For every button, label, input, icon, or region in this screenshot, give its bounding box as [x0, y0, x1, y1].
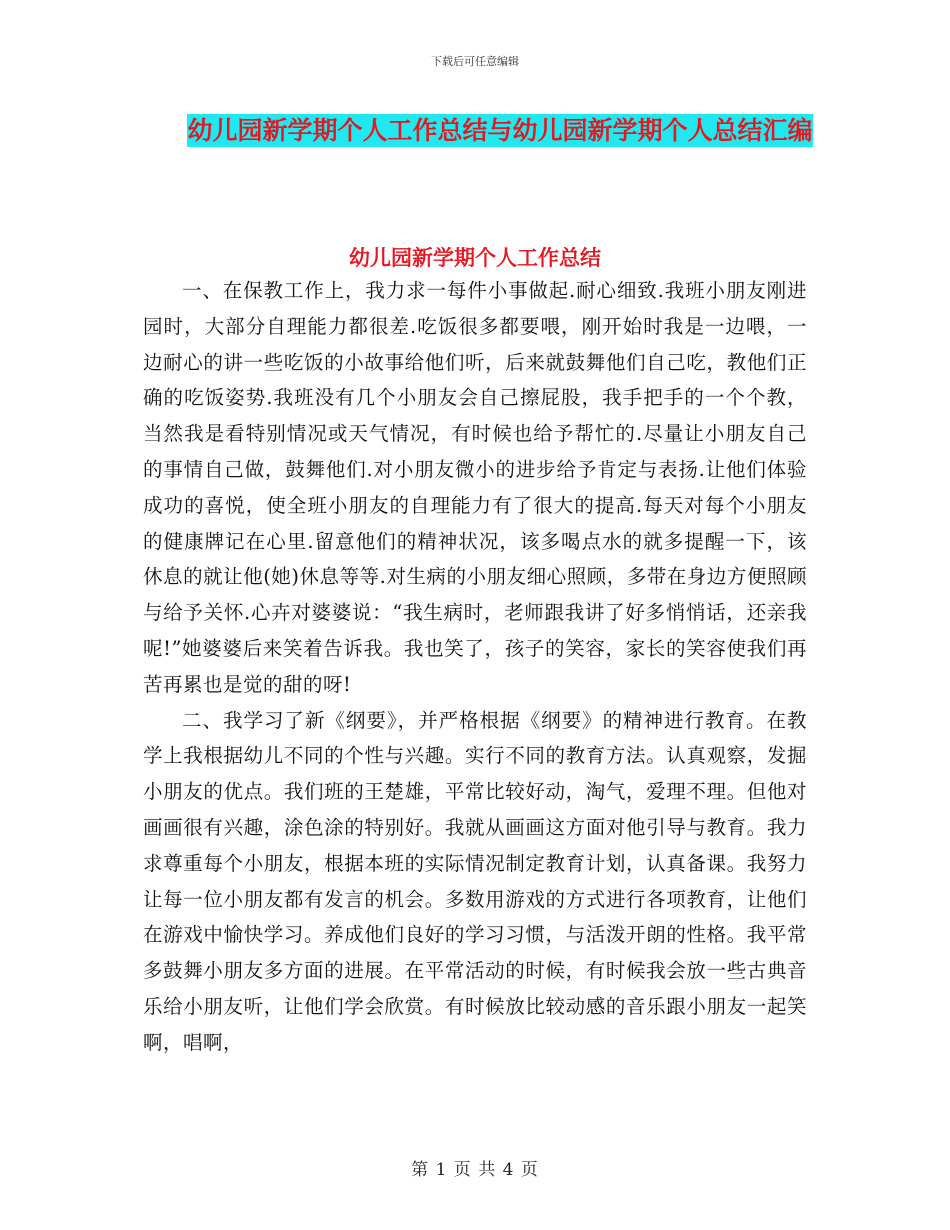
document-title-text: 幼儿园新学期个人工作总结与幼儿园新学期个人总结汇编: [187, 116, 813, 145]
section-title: 幼儿园新学期个人工作总结: [349, 246, 601, 270]
document-body: [143, 273, 807, 1061]
page-header-note: 下载后可任意编辑: [431, 55, 519, 68]
paragraph-2: 二、我学习了新《纲要》，并严格根据《纲要》的精神进行教育。在教学上我根据幼儿不同的个性与兴趣。实行不同的教育方法。认真观察，发掘小朋友的优点。我们班的王楚雄，平常比较好动，淘气，爱理不理。但他对画画很有兴趣，涂色涂的特别好。我就从画画这方面对他引导与教育。我力求尊重每个小朋友，根据本班的实际情况制定教育计划，认真备课。我努力让每一位小朋友都有发言的机会。多数用游戏的方式进行各项教育，让他们在游戏中愉快学习。养成他们良好的学习习惯，与活泼开朗的性格。我平常多鼓舞小朋友多方面的进展。在平常活动的时候，有时候我会放一些古典音乐给小朋友听，让他们学会欣赏。有时候放比较动感的音乐跟小朋友一起笑啊，唱啊，: [143, 708, 807, 1054]
page-number-footer: 第 1 页 共 4 页: [411, 1160, 539, 1180]
paragraph-1: 一、在保教工作上，我力求一每件小事做起.耐心细致.我班小朋友刚进园时，大部分自理能力都很差.吃饭很多都要喂，刚开始时我是一边喂，一边耐心的讲一些吃饭的小故事给他们听，后来就鼓舞他们自己吃，教他们正确的吃饭姿势.我班没有几个小朋友会自己擦屁股，我手把手的一个个教，当然我是看特别情况或天气情况，有时候也给予帮忙的.尽量让小朋友自己的事情自己做，鼓舞他们.对小朋友微小的进步给予肯定与表扬.让他们体验成功的喜悦，使全班小朋友的自理能力有了很大的提高.每天对每个小朋友的健康牌记在心里.留意他们的精神状况，该多喝点水的就多提醒一下，该休息的就让他(她)休息等等.对生病的小朋友细心照顾，多带在身边方便照顾与给予关怀.心卉对婆婆说：“我生病时，老师跟我讲了好多悄悄话，还亲我呢!”她婆婆后来笑着告诉我。我也笑了，孩子的笑容，家长的笑容使我们再苦再累也是觉的甜的呀!: [143, 279, 807, 696]
document-title: [160, 108, 840, 153]
